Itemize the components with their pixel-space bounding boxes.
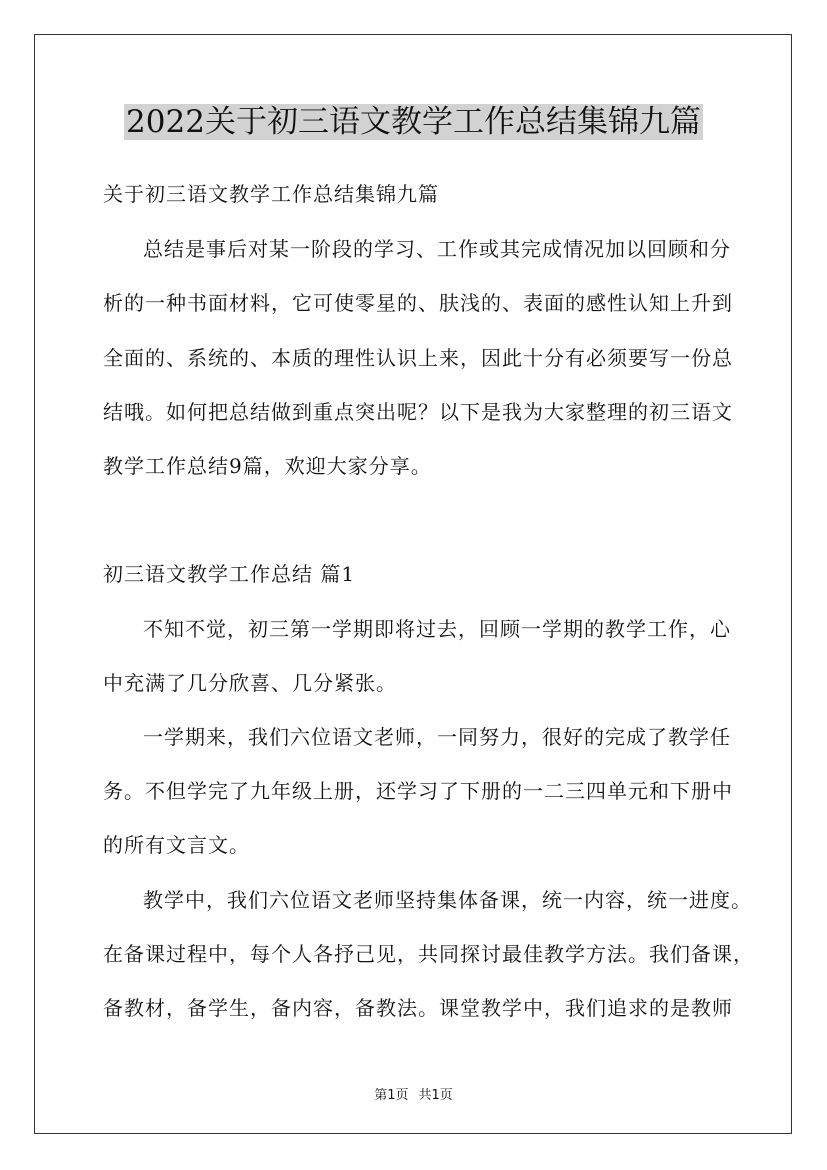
section-line-6: 教学中，我们六位语文老师坚持集体备课，统一内容，统一进度。 (143, 888, 752, 912)
section-line-5: 的所有文言文。 (103, 833, 250, 857)
intro-line-5: 教学工作总结9篇，欢迎大家分享。 (103, 454, 432, 478)
page-footer (0, 1084, 827, 1103)
document-title-text: 2022关于初三语文教学工作总结集锦九篇 (126, 104, 701, 140)
section-heading: 初三语文教学工作总结 篇1 (103, 562, 356, 586)
document-subtitle: 关于初三语文教学工作总结集锦九篇 (103, 182, 439, 206)
intro-line-4: 结哦。如何把总结做到重点突出呢？以下是我为大家整理的初三语文 (103, 400, 733, 424)
section-line-2: 中充满了几分欣喜、几分紧张。 (103, 671, 397, 695)
section-line-7: 在备课过程中，每个人各抒己见，共同探讨最佳教学方法。我们备课， (103, 942, 754, 966)
page-number: 第1页 (374, 1088, 409, 1103)
section-line-8: 备教材，备学生，备内容，备教法。课堂教学中，我们追求的是教师 (103, 996, 733, 1020)
section-line-3: 一学期来，我们六位语文老师，一同努力，很好的完成了教学任 (143, 725, 731, 749)
intro-line-3: 全面的、系统的、本质的理性认识上来，因此十分有必须要写一份总 (103, 346, 733, 370)
intro-line-2: 析的一种书面材料，它可使零星的、肤浅的、表面的感性认知上升到 (103, 291, 733, 315)
intro-line-1: 总结是事后对某一阶段的学习、工作或其完成情况加以回顾和分 (143, 237, 731, 261)
document-title (0, 100, 827, 144)
page-total: 共1页 (418, 1088, 453, 1103)
section-line-4: 务。不但学完了九年级上册，还学习了下册的一二三四单元和下册中 (103, 779, 733, 803)
section-line-1: 不知不觉，初三第一学期即将过去，回顾一学期的教学工作，心 (143, 617, 731, 641)
